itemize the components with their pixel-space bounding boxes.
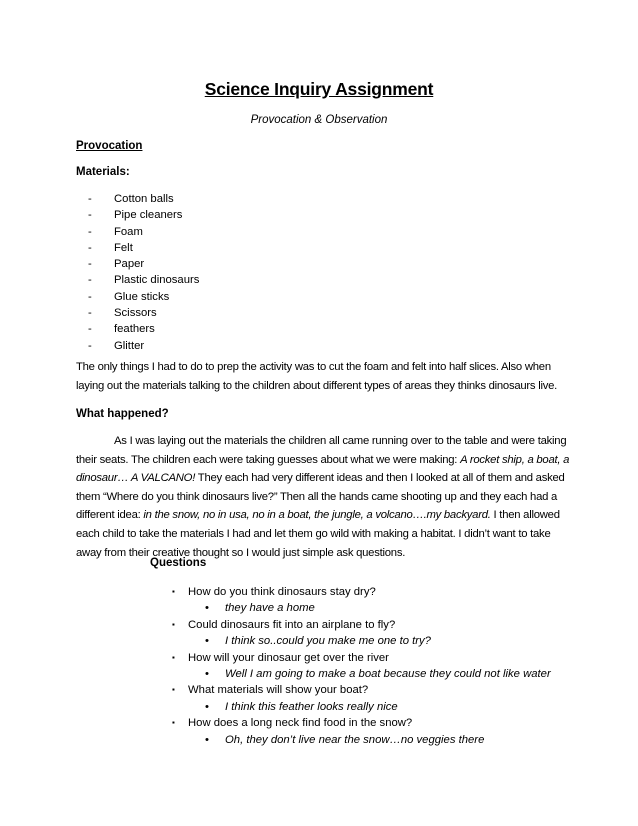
material-label: Pipe cleaners [114,209,183,222]
question-text: How will your dinosaur get over the river [188,651,389,664]
what-happened-heading: What happened? [76,408,169,420]
material-label: feathers [114,323,155,336]
paragraph-line [76,506,566,525]
question-item [172,617,592,633]
answer-item [172,600,592,616]
question-text: Could dinosaurs fit into an airplane to fly? [188,618,396,631]
text-run: I then allowed [490,509,560,522]
material-label: Paper [114,258,145,271]
answer-text: I think so..could you make me one to try? [225,635,431,648]
list-item [76,289,199,305]
question-item [172,650,592,666]
material-label: Foam [114,225,143,238]
text-run: They each had very different ideas and then I looked at all of them and asked [195,472,565,485]
list-item [76,305,199,321]
material-label: Scissors [114,307,157,320]
list-item [76,224,199,240]
square-bullet-icon: ▪ [172,619,175,629]
list-item [76,256,199,272]
question-text: What materials will show your boat? [188,684,369,697]
material-label: Plastic dinosaurs [114,274,200,287]
provocation-heading: Provocation [76,140,143,152]
page-title: Science Inquiry Assignment [204,79,434,99]
dash-marker: - [88,274,92,287]
square-bullet-icon: ▪ [172,652,175,662]
square-bullet-icon: ▪ [172,685,175,695]
dash-marker: - [88,258,92,271]
dash-marker: - [88,323,92,336]
dash-marker: - [88,307,92,320]
list-item [76,191,199,207]
questions-list [172,584,592,748]
question-text: How does a long neck find food in the snow? [188,717,413,730]
paragraph-line: laying out the materials talking to the children about different types of areas they thinks dinosaurs live. [76,379,558,392]
round-bullet-icon: • [205,602,209,615]
paragraph-line: each child to take the materials I had and let them go wild with making a habitat. I didn’t want to take [76,527,551,540]
italic-run: A rocket ship, a boat, a [460,453,570,466]
paragraph-line: away from their creative thought so I would just simple ask questions. [76,546,406,559]
square-bullet-icon: ▪ [172,718,175,728]
materials-heading: Materials: [76,166,130,178]
list-item [76,272,199,288]
dash-marker: - [88,241,92,254]
question-text: How do you think dinosaurs stay dry? [188,586,376,599]
paragraph-line [76,469,566,488]
answer-text: they have a home [225,602,315,615]
square-bullet-icon: ▪ [172,587,175,596]
answer-item [172,666,592,682]
answer-text: Well I am going to make a boat because they could not like water [225,667,551,680]
page-subtitle: Provocation & Observation [250,114,388,126]
italic-run: dinosaur… A VALCANO! [76,472,196,485]
round-bullet-icon: • [205,667,209,680]
question-item [172,715,592,731]
paragraph-line [76,451,570,470]
answer-text: I think this feather looks really nice [225,700,398,713]
dash-marker: - [88,209,92,222]
story-paragraph [76,432,570,562]
answer-text: Oh, they don’t live near the snow…no veggies there [225,733,485,746]
list-item [76,338,199,354]
dash-marker: - [88,193,92,205]
material-label: Glue sticks [114,290,170,303]
question-item [172,584,592,600]
dash-marker: - [88,339,92,352]
list-item [76,321,199,337]
questions-heading: Questions [150,557,207,569]
round-bullet-icon: • [205,635,209,648]
dash-marker: - [88,290,92,303]
paragraph-line: The only things I had to do to prep the activity was to cut the foam and felt into half slices. Also when [76,361,551,373]
text-run: different idea: [76,509,144,522]
answer-item [172,732,592,748]
round-bullet-icon: • [205,700,209,713]
text-run: their seats. The children each were taking guesses about what we were making: [76,453,461,466]
answer-item [172,633,592,649]
list-item [76,207,199,223]
materials-list [76,191,199,354]
round-bullet-icon: • [205,733,209,746]
paragraph-line: them “Where do you think dinosaurs live?” Then all the hands came shooting up and they each had a [76,490,558,503]
prep-paragraph [76,358,566,395]
italic-run: in the snow, no in usa, no in a boat, the jungle, a volcano….my backyard. [143,509,491,522]
question-item [172,682,592,698]
material-label: Cotton balls [114,193,174,205]
list-item [76,240,199,256]
dash-marker: - [88,225,92,238]
answer-item [172,699,592,715]
material-label: Felt [114,241,133,254]
material-label: Glitter [114,339,145,352]
paragraph-line: As I was laying out the materials the children all came running over to the table and were taking [114,435,567,447]
